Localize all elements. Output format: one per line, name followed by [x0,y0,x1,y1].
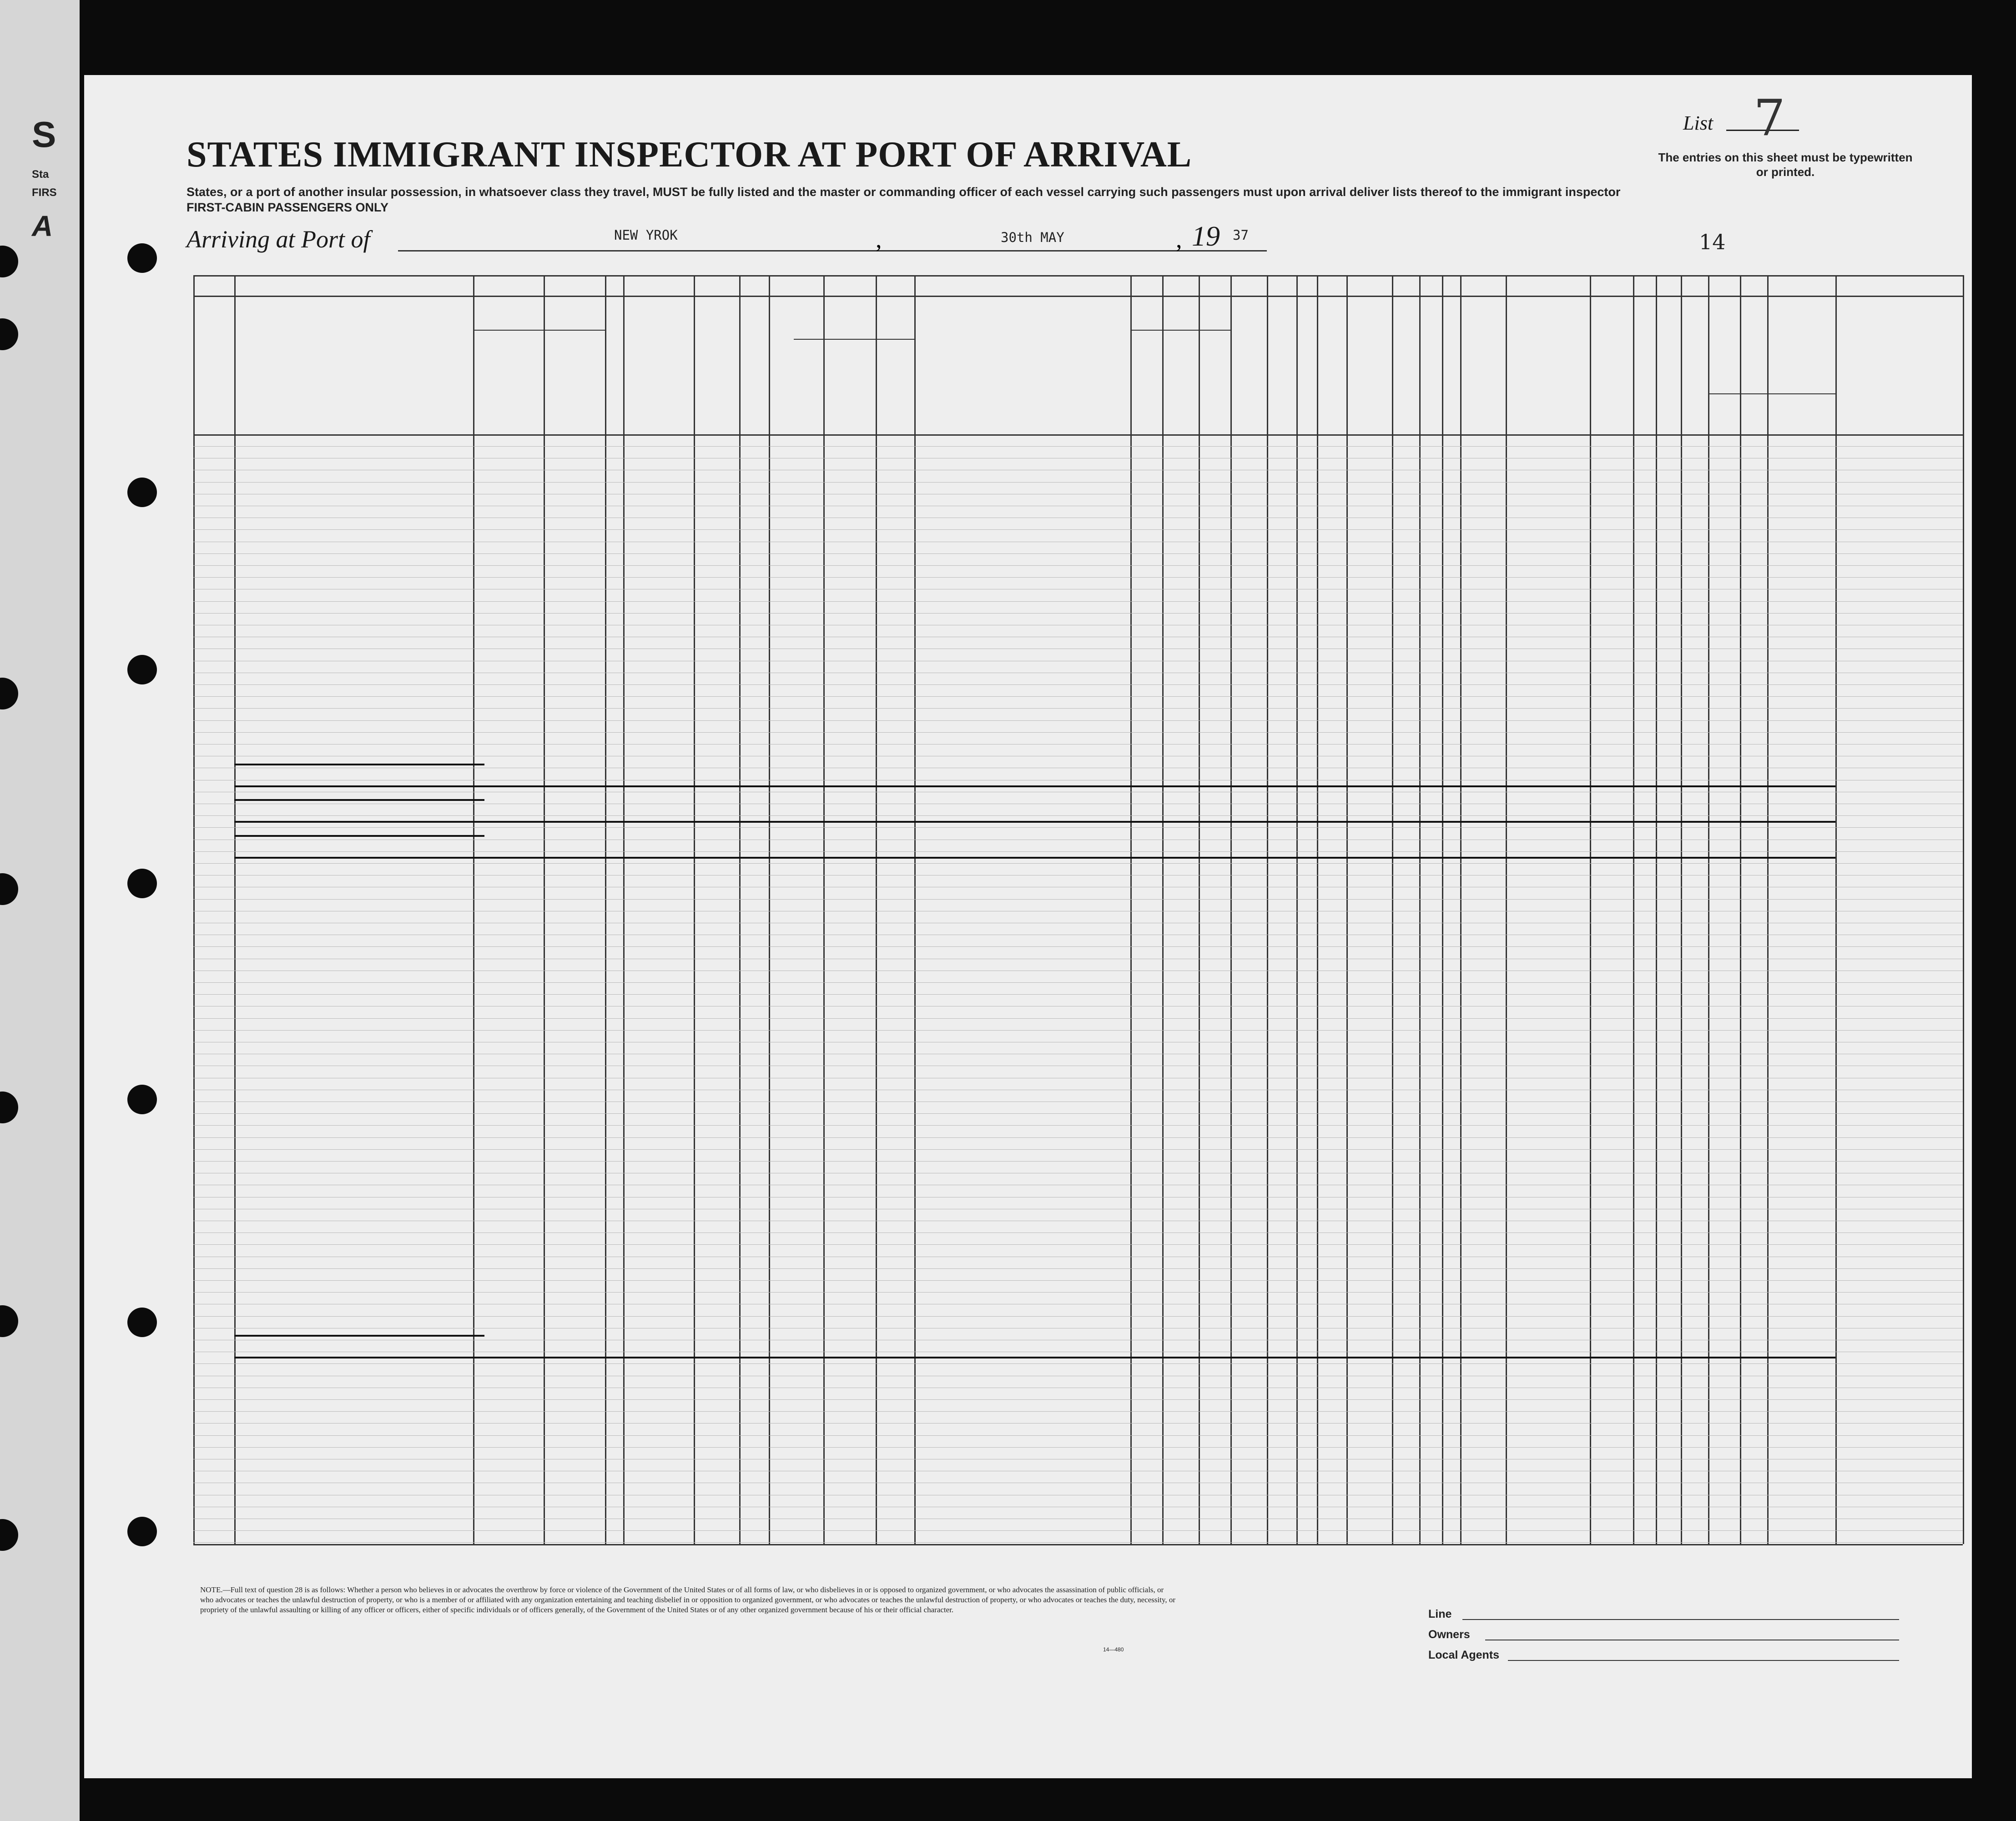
arriving-line [398,250,1267,252]
ruled-line [193,827,1963,828]
page-title: STATES IMMIGRANT INSPECTOR AT PORT OF ARRIVAL [186,135,1192,175]
separator-comma: , [876,226,882,253]
ruled-line [193,696,1963,697]
ruled-line [193,1447,1963,1448]
ruled-line [193,863,1963,864]
footnote-question-28: NOTE.—Full text of question 28 is as follows: Whether a person who believes in or advocates the overthrow by force or violence of the Government of the United States or of all forms of law, or who disbelieves in or is opposed to organized government, or who advocates the assassination of public officials, or who advocates or teaches the unlawful destruction of property, or who is a member of or affiliated with any organization entertaining and teaching disbelief in or opposition to organized government, or who advocates or teaches the unlawful destruction of property, or who advocates or teaches the duty, necessity, or propriety of the unlawful assaulting or killing of any officer or officers, either of specific individuals or of officers generally, of the Government of the United States or of any other organized government because of his or their official character. [200,1585,1176,1614]
column-rule [823,275,825,1544]
ruled-line [193,899,1963,900]
column-rule [1346,275,1348,1544]
ruled-line [193,1542,1963,1543]
ruled-line [193,1316,1963,1317]
ruled-line [193,1113,1963,1114]
column-rule [1199,275,1200,1544]
ruled-line [193,1423,1963,1424]
column-rule [1162,275,1164,1544]
page-fragment-letter: A [32,210,53,242]
strike-through-line [234,857,1835,859]
ruled-line [193,1363,1963,1364]
column-rule [739,275,741,1544]
column-rule [876,275,877,1544]
ruled-line [193,1137,1963,1138]
date-value: 30th MAY [1001,230,1064,245]
strike-through-line [234,821,1835,823]
agents-label: Local Agents [1428,1649,1500,1661]
header-subrule [1708,393,1835,394]
intro-text [186,184,1688,215]
previous-page-strip [0,0,80,1821]
header-rule [193,434,1963,436]
ruled-line [193,1244,1963,1245]
column-rule [1296,275,1298,1544]
header-rule [193,275,1963,277]
ruled-line [193,851,1963,852]
entries-note: The entries on this sheet must be typewritten or printed. [1658,151,1913,179]
page-fragment-text: Sta [32,168,49,181]
ruled-line [193,565,1963,566]
ruled-line [193,982,1963,983]
ruled-line [193,720,1963,721]
ruled-line [193,613,1963,614]
column-rule [1506,275,1507,1544]
punch-hole [0,1519,18,1551]
punch-hole [127,1308,157,1337]
column-rule [623,275,625,1544]
page-fragment-letter: S [32,114,56,155]
list-number: 7 [1754,89,1785,147]
strike-through-line [234,799,484,801]
agents-field [1508,1660,1899,1661]
sheet-number: 14 [1699,230,1726,254]
ruled-line [193,1435,1963,1436]
page-fragment-text: FIRS [32,186,57,199]
column-rule [1656,275,1657,1544]
line-field [1462,1619,1899,1620]
ruled-line [193,553,1963,554]
line-label: Line [1428,1608,1452,1620]
column-rule [769,275,770,1544]
strike-through-line [234,1335,484,1337]
column-rule [1130,275,1132,1544]
separator-comma: , [1176,226,1182,253]
punch-hole [0,1092,18,1123]
column-rule [1633,275,1634,1544]
ruled-line [193,482,1963,483]
ruled-line [193,1149,1963,1150]
list-label: List [1683,112,1714,134]
column-rule [1708,275,1709,1544]
strike-through-line [234,1357,1835,1358]
punch-hole [127,243,157,273]
header-rule [193,296,1963,297]
column-rule [544,275,545,1544]
intro-line-class: FIRST-CABIN PASSENGERS ONLY [186,201,389,214]
punch-hole [0,678,18,709]
arriving-label: Arriving at Port of [186,226,370,253]
punch-hole [127,869,157,898]
column-rule [1963,275,1964,1544]
strike-through-line [234,835,484,837]
intro-line: States, or a port of another insular possession, in whatsoever class they travel, MUST be fully listed and the master or commanding officer of each vessel carrying such passengers must upon arrival deliver lists thereof to the immigrant inspector [186,185,1621,199]
punch-hole [127,655,157,684]
column-rule [1267,275,1268,1544]
header-subrule [1130,330,1230,331]
column-rule [1767,275,1769,1544]
year-prefix: 19 [1192,221,1220,252]
ruled-line [193,1018,1963,1019]
punch-hole [0,873,18,905]
ruled-line [193,1161,1963,1162]
ruled-line [193,1292,1963,1293]
ruled-line [193,601,1963,602]
ruled-line [193,1280,1963,1281]
ruled-line [193,946,1963,947]
column-rule [234,275,236,1544]
form-code: 14—480 [1103,1646,1124,1653]
column-rule [1392,275,1393,1544]
punch-hole [0,318,18,350]
ruled-line [193,1232,1963,1233]
owners-label: Owners [1428,1628,1470,1641]
punch-hole [0,246,18,277]
ruled-line [193,732,1963,733]
manifest-page [84,75,1972,1778]
column-rule [1681,275,1682,1544]
column-rule [1835,275,1837,1544]
punch-hole [127,478,157,507]
punch-hole [0,1305,18,1337]
column-rule [1442,275,1443,1544]
column-rule [914,275,916,1544]
ruled-line [193,1411,1963,1412]
column-rule [694,275,695,1544]
ruled-line [193,1125,1963,1126]
ruled-line [193,1530,1963,1531]
ruled-line [193,815,1963,816]
ruled-line [193,1030,1963,1031]
header-subrule [794,339,914,340]
column-rule [1317,275,1318,1544]
header-subrule [473,330,605,331]
column-rule [1460,275,1462,1544]
year-suffix: 37 [1233,227,1249,243]
ruled-line [193,994,1963,995]
column-rule [473,275,474,1544]
column-rule [193,275,195,1544]
port-value: NEW YROK [614,227,678,243]
ruled-line [193,446,1963,447]
strike-through-line [234,785,1835,787]
ruled-line [193,1268,1963,1269]
ruled-line [193,684,1963,685]
ruled-line [193,708,1963,709]
column-rule [1230,275,1232,1544]
ruled-line [193,577,1963,578]
punch-hole [127,1517,157,1546]
table-bottom-rule [193,1544,1963,1545]
column-rule [1419,275,1421,1544]
punch-hole [127,1085,157,1114]
column-rule [1740,275,1741,1544]
ruled-line [193,1399,1963,1400]
column-rule [1590,275,1591,1544]
column-rule [605,275,606,1544]
strike-through-line [234,764,484,765]
ruled-line [193,529,1963,530]
